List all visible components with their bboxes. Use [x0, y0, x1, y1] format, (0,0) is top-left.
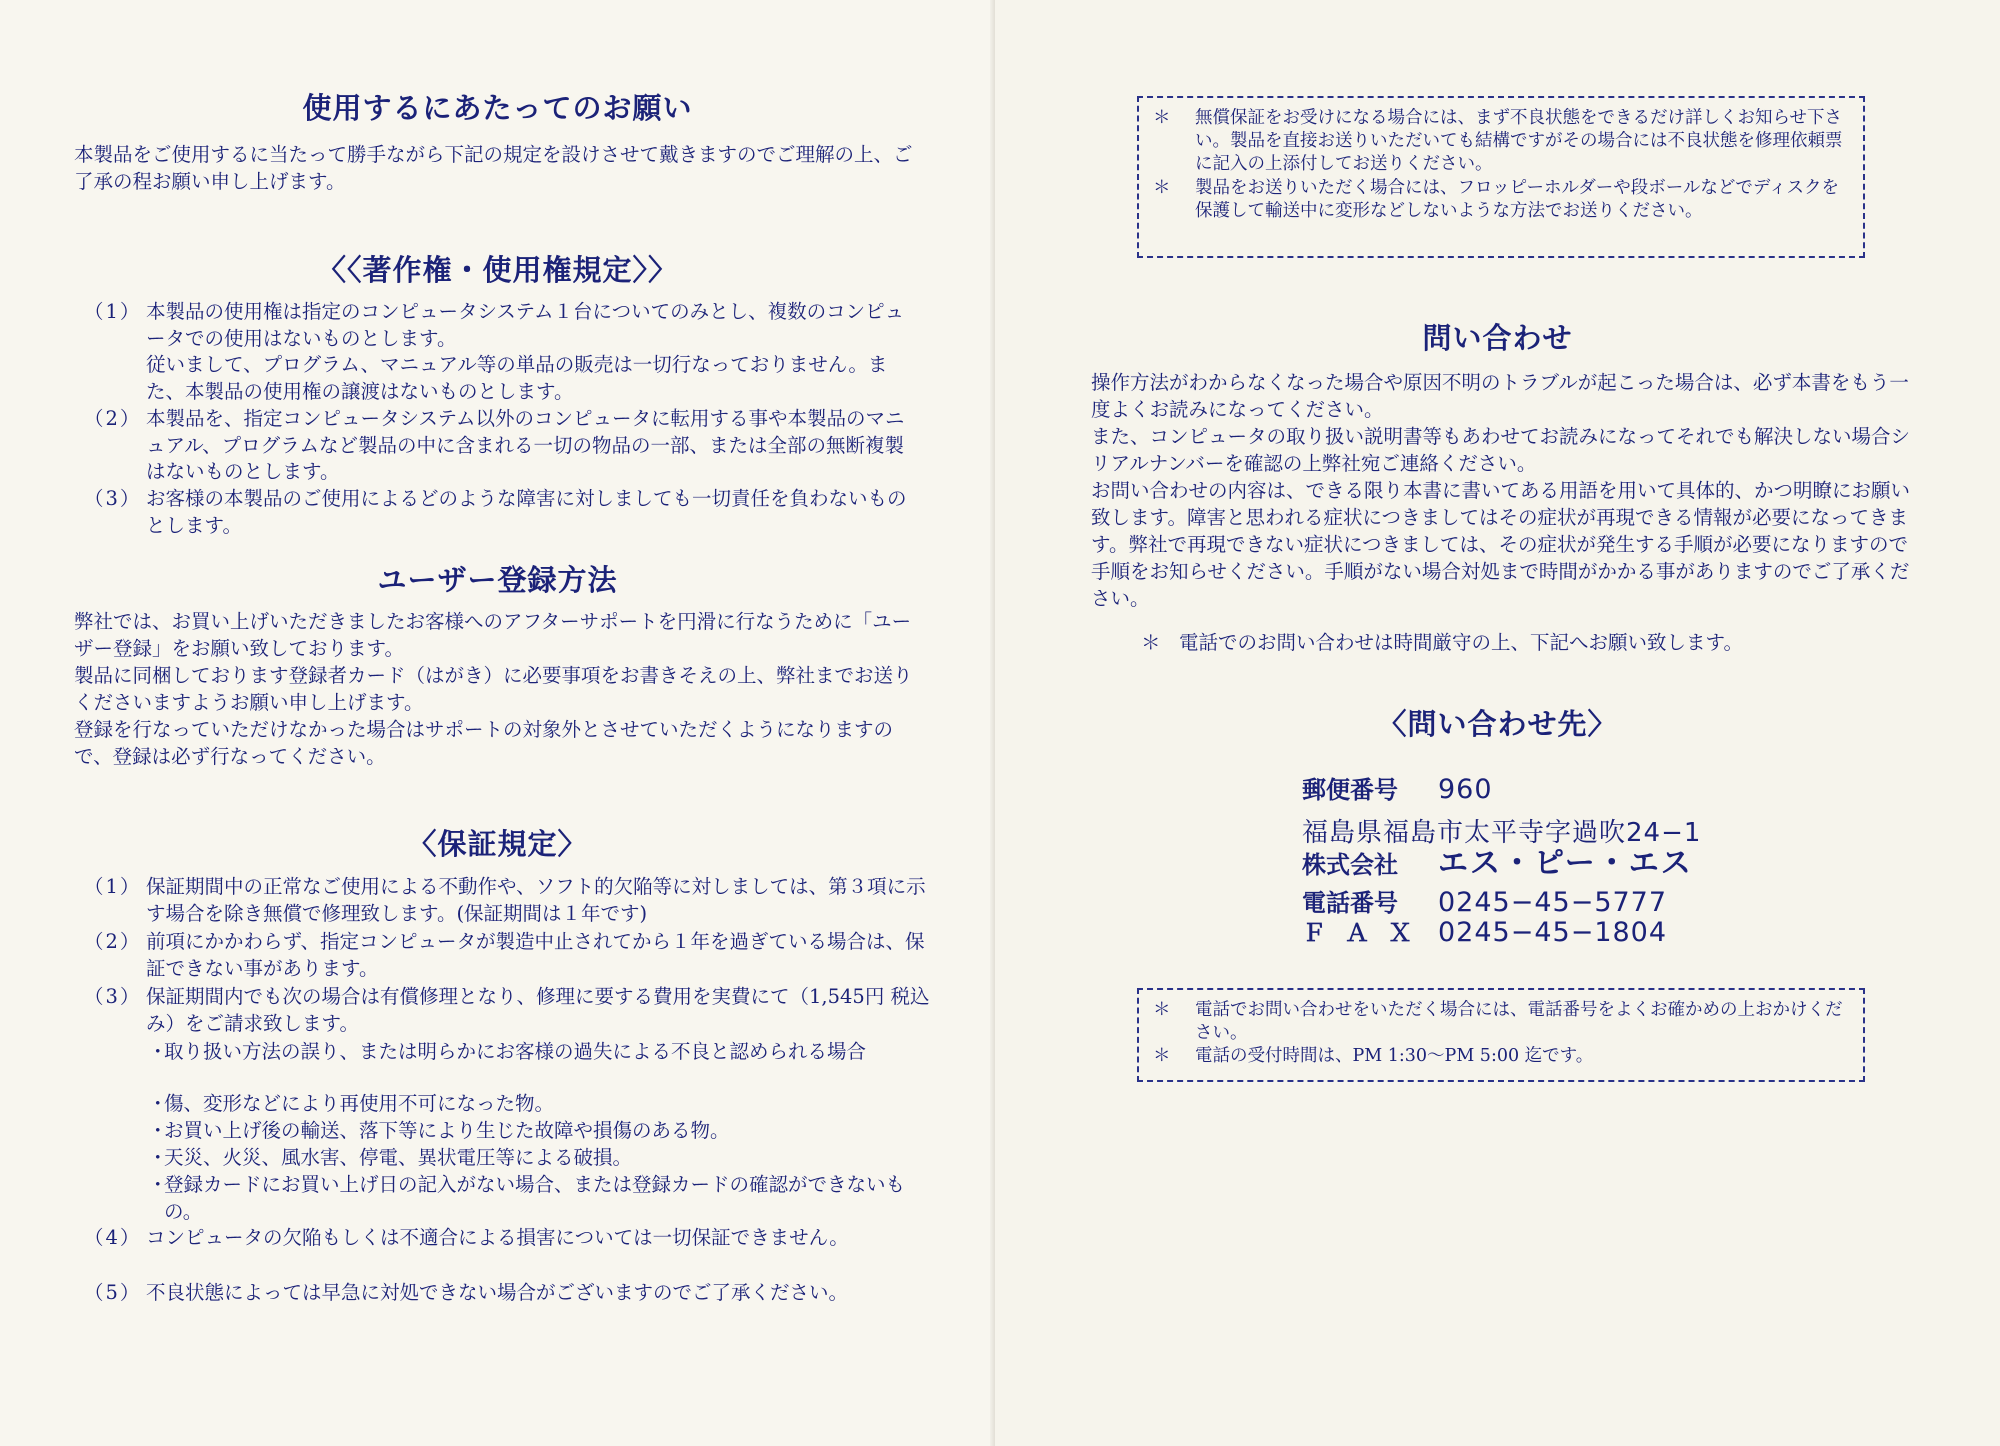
item-number: （5）: [84, 1281, 142, 1304]
warranty-bullet-5: [148, 1172, 928, 1225]
note-text: 無償保証をお受けになる場合には、まず不良状態をできるだけ詳しくお知らせ下さい。製品を直接お送りいただいても結構ですがその場合には不良状態を修理依頼票に記入の上添付してお送りください。: [1195, 108, 1843, 174]
item-number: （4）: [84, 1226, 142, 1249]
asterisk-icon: ＊: [1153, 178, 1171, 198]
warranty-title: 〈保証規定〉: [407, 827, 588, 861]
item-number: （2）: [84, 407, 142, 430]
left-page: [0, 0, 995, 1446]
item-text: コンピュータの欠陥もしくは不適合による損害については一切保証できません。: [146, 1226, 849, 1249]
note-text: 電話の受付時間は、PM 1:30〜PM 5:00 迄です。: [1195, 1046, 1594, 1066]
address-row: [1302, 818, 1701, 848]
item-text: 本製品の使用権は指定のコンピュータシステム１台についてのみとし、複数のコンピュータでの使用はないものとします。 従いまして、プログラム、マニュアル等の単品の販売は一切行なっておりません。また、本製品の使用権の譲渡はないものとします。: [146, 300, 905, 403]
item-text: 本製品を、指定コンピュータシステム以外のコンピュータに転用する事や本製品のマニュアル、プログラムなど製品の中に含まれる一切の物品の一部、または全部の無断複製はないものとします。: [146, 407, 905, 483]
bullet-dot: ・: [148, 1119, 168, 1142]
copyright-item-2: [84, 406, 920, 486]
item-text: 不良状態によっては早急に対処できない場合がございますのでご了承ください。: [146, 1281, 849, 1304]
bullet-dot: ・: [148, 1040, 168, 1063]
postal-label: 郵便番号: [1302, 776, 1398, 804]
address-value: 福島県福島市太平寺字過吹24−1: [1302, 818, 1702, 848]
fax-label: ＦＡＸ: [1302, 919, 1431, 947]
tel-label: 電話番号: [1302, 889, 1398, 917]
warranty-item-1: [84, 874, 930, 927]
copyright-item-3: [84, 486, 920, 539]
warranty-item-2: [84, 929, 930, 982]
right-page: [995, 0, 2000, 1446]
note-text: 製品をお送りいただく場合には、フロッピーホルダーや段ボールなどでディスクを保護して輸送中に変形などしないような方法でお送りください。: [1195, 178, 1839, 221]
bullet-text: 登録カードにお買い上げ日の記入がない場合、または登録カードの確認ができないもの。: [164, 1173, 906, 1223]
copyright-title: 〈〈著作権・使用権規定〉〉: [316, 253, 678, 287]
contact-title: 〈問い合わせ先〉: [1377, 707, 1618, 741]
bullet-text: お買い上げ後の輸送、落下等により生じた故障や損傷のある物。: [164, 1119, 730, 1142]
intro-body: 本製品をご使用するに当たって勝手ながら下記の規定を設けさせて戴きますのでご理解の上、ご了承の程お願い申し上げます。: [74, 143, 913, 193]
inquiry-body: 操作方法がわからなくなった場合や原因不明のトラブルが起こった場合は、必ず本書をもう一度よくお読みになってください。 また、コンピュータの取り扱い説明書等もあわせてお読みになってそれでも解決しない場合シリアルナンバーを確認の上弊社宛ご連絡ください。 お問い合わせの内容は、できる限り本書に書いてある用語を用いて具体的、かつ明瞭にお願い致します。障害と思われる症状につきましてはその症状が再現できる情報が必要になってきます。弊社で再現できない症状につきましては、その症状が発生する手順が必要になりますので手順をお知らせください。手順がない場合対処まで時間がかかる事がありますのでご了承ください。: [1091, 371, 1911, 610]
fax-value: 0245−45−1804: [1438, 917, 1668, 948]
top-note-1: [1153, 107, 1853, 176]
item-number: （1）: [84, 300, 142, 323]
warranty-item-5: [84, 1280, 930, 1307]
item-number: （3）: [84, 487, 142, 510]
bullet-dot: ・: [148, 1173, 168, 1196]
fax-row: [1302, 918, 1667, 948]
asterisk-icon: ＊: [1141, 631, 1161, 654]
item-text: 前項にかかわらず、指定コンピュータが製造中止されてから１年を過ぎている場合は、保証できない事があります。: [146, 930, 925, 980]
warranty-bullet-4: [148, 1145, 928, 1172]
item-text: お客様の本製品のご使用によるどのような障害に対しましても一切責任を負わないものとします。: [146, 487, 907, 537]
postal-code-row: [1302, 775, 1493, 805]
top-note-box: [1137, 96, 1865, 258]
company-label: 株式会社: [1302, 851, 1398, 879]
asterisk-icon: ＊: [1153, 1000, 1171, 1020]
bullet-text: 天災、火災、風水害、停電、異状電圧等による破損。: [164, 1146, 633, 1169]
bullet-dot: ・: [148, 1092, 168, 1115]
registration-body: 弊社では、お買い上げいただきましたお客様へのアフターサポートを円滑に行なうために「ユーザー登録」をお願い致しております。 製品に同梱しております登録者カード（はがき）に必要事項をお書きそえの上、弊社までお送りくださいますようお願い申し上げます。 登録を行なっていただけなかった場合はサポートの対象外とさせていただくようになりますので、登録は必ず行なってください。: [74, 610, 913, 768]
company-row: [1302, 846, 1693, 881]
item-number: （2）: [84, 930, 142, 953]
bullet-text: 傷、変形などにより再使用不可になった物。: [164, 1092, 555, 1115]
bullet-dot: ・: [148, 1146, 168, 1169]
registration-title: ユーザー登録方法: [377, 563, 618, 597]
bottom-note-2: [1153, 1045, 1853, 1068]
item-number: （1）: [84, 875, 142, 898]
asterisk-icon: ＊: [1153, 108, 1171, 128]
tel-row: [1302, 888, 1667, 918]
bottom-note-1: [1153, 999, 1853, 1045]
warranty-item-3: [84, 984, 930, 1037]
phone-note: [1141, 629, 1901, 656]
tel-value: 0245−45−5777: [1438, 887, 1668, 918]
top-note-2: [1153, 177, 1853, 223]
warranty-bullet-1: [148, 1039, 928, 1066]
item-text: 保証期間内でも次の場合は有償修理となり、修理に要する費用を実費にて（1,545円 税込み）をご請求致します。: [146, 985, 930, 1035]
bottom-note-box: [1137, 988, 1865, 1082]
note-text: 電話でお問い合わせをいただく場合には、電話番号をよくお確かめの上おかけください。: [1195, 1000, 1843, 1043]
note-text: 電話でのお問い合わせは時間厳守の上、下記へお願い致します。: [1179, 631, 1743, 654]
warranty-item-4: [84, 1225, 930, 1252]
inquiry-title: 問い合わせ: [1422, 321, 1573, 355]
item-text: 保証期間中の正常なご使用による不動作や、ソフト的欠陥等に対しましては、第３項に示す場合を除き無償で修理致します。(保証期間は１年です): [146, 875, 926, 925]
postal-value: 960: [1438, 774, 1493, 805]
warranty-bullet-3: [148, 1118, 928, 1145]
company-name: エス・ピー・エス: [1438, 846, 1693, 881]
intro-title: 使用するにあたってのお願い: [302, 91, 693, 125]
asterisk-icon: ＊: [1153, 1046, 1171, 1066]
item-number: （3）: [84, 985, 142, 1008]
bullet-text: 取り扱い方法の誤り、または明らかにお客様の過失による不良と認められる場合: [164, 1040, 867, 1063]
copyright-item-1: [84, 299, 920, 405]
warranty-bullet-2: [148, 1091, 928, 1118]
